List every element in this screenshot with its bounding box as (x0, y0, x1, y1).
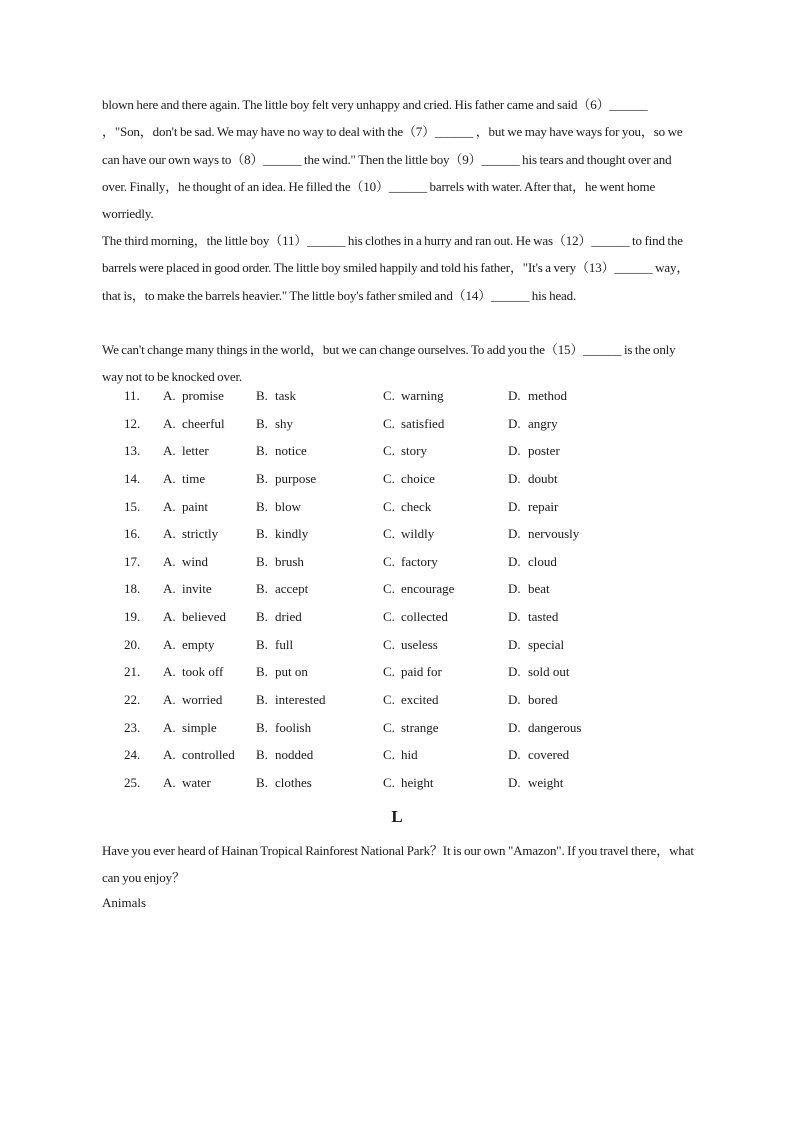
option-b: kindly (275, 526, 309, 542)
passage-paragraph-3: We can't change many things in the world，but we can change ourselves. To add you the（15）______ is the only way not to be knocked over. (102, 342, 676, 385)
option-letter-a: A. (163, 526, 176, 542)
question-row (0, 775, 794, 803)
option-letter-c: C. (383, 470, 395, 486)
question-number: 21. (124, 664, 141, 680)
option-letter-d: D. (508, 388, 521, 403)
option-letter-b: B. (256, 526, 268, 542)
option-a: time (182, 470, 206, 486)
option-d: poster (528, 443, 560, 459)
question-number: 14. (124, 470, 141, 486)
option-d: special (528, 636, 565, 652)
option-letter-b: B. (256, 498, 268, 514)
option-c: story (401, 443, 427, 459)
option-letter-a: A. (163, 774, 176, 790)
question-row (0, 581, 794, 609)
option-letter-a: A. (163, 553, 176, 569)
option-d: doubt (528, 470, 558, 486)
question-number: 25. (124, 774, 141, 790)
option-letter-a: A. (163, 747, 176, 763)
question-number: 24. (124, 747, 141, 763)
question-number: 23. (124, 719, 141, 735)
option-c: paid for (401, 664, 442, 680)
option-b: interested (275, 692, 326, 708)
option-letter-b: B. (256, 388, 268, 403)
option-letter-b: B. (256, 581, 268, 597)
option-letter-a: A. (163, 692, 176, 708)
option-c: excited (401, 692, 439, 708)
option-d: sold out (528, 664, 570, 680)
option-letter-c: C. (383, 388, 395, 403)
option-letter-c: C. (383, 774, 395, 790)
option-letter-c: C. (383, 747, 395, 763)
option-letter-a: A. (163, 443, 176, 459)
option-letter-b: B. (256, 692, 268, 708)
question-number: 17. (124, 553, 141, 569)
option-a: simple (182, 719, 217, 735)
question-number: 13. (124, 443, 141, 459)
option-letter-b: B. (256, 636, 268, 652)
option-letter-a: A. (163, 636, 176, 652)
option-letter-c: C. (383, 581, 395, 597)
option-b: purpose (275, 470, 317, 486)
option-a: water (182, 774, 211, 790)
option-letter-b: B. (256, 609, 268, 625)
option-letter-a: A. (163, 470, 176, 486)
option-letter-a: A. (163, 719, 176, 735)
option-c: satisfied (401, 415, 445, 431)
option-letter-d: D. (508, 692, 521, 708)
option-b: dried (275, 609, 302, 625)
option-letter-d: D. (508, 415, 521, 431)
option-c: choice (401, 470, 435, 486)
option-letter-d: D. (508, 470, 521, 486)
option-letter-b: B. (256, 470, 268, 486)
option-b: shy (275, 415, 294, 431)
animals-heading: Animals (102, 895, 147, 910)
question-row (0, 416, 794, 444)
section-letter: L (391, 807, 403, 826)
option-c: wildly (401, 526, 435, 542)
option-d: covered (528, 747, 570, 763)
question-row (0, 637, 794, 665)
option-letter-a: A. (163, 609, 176, 625)
option-letter-b: B. (256, 719, 268, 735)
option-c: collected (401, 609, 448, 625)
option-letter-c: C. (383, 526, 395, 542)
option-letter-c: C. (383, 553, 395, 569)
question-number: 16. (124, 526, 141, 542)
option-a: promise (182, 388, 224, 403)
question-number: 22. (124, 692, 141, 708)
option-b: foolish (275, 719, 312, 735)
option-letter-d: D. (508, 553, 521, 569)
option-c: check (401, 498, 432, 514)
option-d: method (528, 388, 567, 403)
option-letter-c: C. (383, 664, 395, 680)
option-c: warning (401, 388, 444, 403)
question-row (0, 692, 794, 720)
option-letter-b: B. (256, 664, 268, 680)
option-d: dangerous (528, 719, 582, 735)
question-row (0, 554, 794, 582)
option-a: empty (182, 636, 215, 652)
section-intro-paragraph: Have you ever heard of Hainan Tropical Rainforest National Park？It is our own "Amazon". If you travel there，what can you enjoy？ (102, 843, 694, 886)
option-letter-d: D. (508, 609, 521, 625)
option-d: cloud (528, 553, 557, 569)
option-letter-d: D. (508, 636, 521, 652)
option-letter-b: B. (256, 415, 268, 431)
question-number: 15. (124, 498, 141, 514)
answer-options-list (0, 388, 794, 803)
option-c: strange (401, 719, 439, 735)
option-letter-b: B. (256, 443, 268, 459)
option-b: clothes (275, 774, 312, 790)
option-c: useless (401, 636, 438, 652)
passage-paragraph-1: blown here and there again. The little boy felt very unhappy and cried. His father came and said（6）______ ，"Son，don't be sad. We may have no way to deal with the（7）______ ，but we may have ways for you，so we can have our own ways to（8）______ the wind." Then the little boy（9）______ his tears and thought over and over. Finally，he thought of an idea. He filled the（10）______ barrels with water. After that，he went home worriedly. (102, 97, 683, 222)
option-letter-a: A. (163, 388, 176, 403)
option-letter-a: A. (163, 581, 176, 597)
option-letter-a: A. (163, 498, 176, 514)
option-letter-a: A. (163, 415, 176, 431)
option-letter-d: D. (508, 747, 521, 763)
passage-paragraph-2: The third morning，the little boy（11）______ his clothes in a hurry and ran out. He was（12）______ to find the barrels were placed in good order. The little boy smiled happily and told his father，"It's a very（13）______ way，that is，to make the barrels heavier." The little boy's father smiled and（14）______ his head. (102, 233, 690, 303)
option-b: full (275, 636, 294, 652)
option-d: bored (528, 692, 558, 708)
option-letter-c: C. (383, 609, 395, 625)
option-letter-c: C. (383, 636, 395, 652)
question-number: 20. (124, 636, 141, 652)
option-a: took off (182, 664, 224, 680)
option-b: blow (275, 498, 301, 514)
option-d: weight (528, 774, 564, 790)
question-number: 11. (124, 388, 140, 403)
question-row (0, 526, 794, 554)
option-c: height (401, 774, 434, 790)
option-c: hid (401, 747, 418, 763)
question-row (0, 747, 794, 775)
question-row (0, 443, 794, 471)
option-a: cheerful (182, 415, 225, 431)
option-letter-d: D. (508, 526, 521, 542)
question-number: 18. (124, 581, 141, 597)
question-row (0, 499, 794, 527)
option-c: factory (401, 553, 438, 569)
question-row (0, 609, 794, 637)
option-a: invite (182, 581, 212, 597)
option-a: wind (182, 553, 208, 569)
option-d: nervously (528, 526, 580, 542)
option-d: beat (528, 581, 550, 597)
question-row (0, 388, 794, 416)
option-b: notice (275, 443, 307, 459)
option-letter-b: B. (256, 747, 268, 763)
question-row (0, 471, 794, 499)
option-d: repair (528, 498, 559, 514)
option-letter-c: C. (383, 719, 395, 735)
option-letter-b: B. (256, 774, 268, 790)
option-letter-c: C. (383, 692, 395, 708)
option-b: nodded (275, 747, 314, 763)
option-letter-b: B. (256, 553, 268, 569)
option-b: brush (275, 553, 304, 569)
option-a: letter (182, 443, 209, 459)
option-letter-c: C. (383, 415, 395, 431)
question-row (0, 664, 794, 692)
option-letter-d: D. (508, 443, 521, 459)
option-a: believed (182, 609, 227, 625)
option-letter-d: D. (508, 774, 521, 790)
option-letter-d: D. (508, 498, 521, 514)
option-a: strictly (182, 526, 219, 542)
option-a: paint (182, 498, 208, 514)
question-row (0, 720, 794, 748)
option-d: angry (528, 415, 558, 431)
question-number: 19. (124, 609, 141, 625)
option-b: put on (275, 664, 308, 680)
option-b: accept (275, 581, 309, 597)
option-letter-c: C. (383, 498, 395, 514)
option-a: controlled (182, 747, 235, 763)
question-number: 12. (124, 415, 141, 431)
option-b: task (275, 388, 296, 403)
option-a: worried (182, 692, 223, 708)
option-letter-a: A. (163, 664, 176, 680)
option-letter-d: D. (508, 664, 521, 680)
option-c: encourage (401, 581, 455, 597)
option-letter-d: D. (508, 719, 521, 735)
option-d: tasted (528, 609, 559, 625)
option-letter-d: D. (508, 581, 521, 597)
option-letter-c: C. (383, 443, 395, 459)
